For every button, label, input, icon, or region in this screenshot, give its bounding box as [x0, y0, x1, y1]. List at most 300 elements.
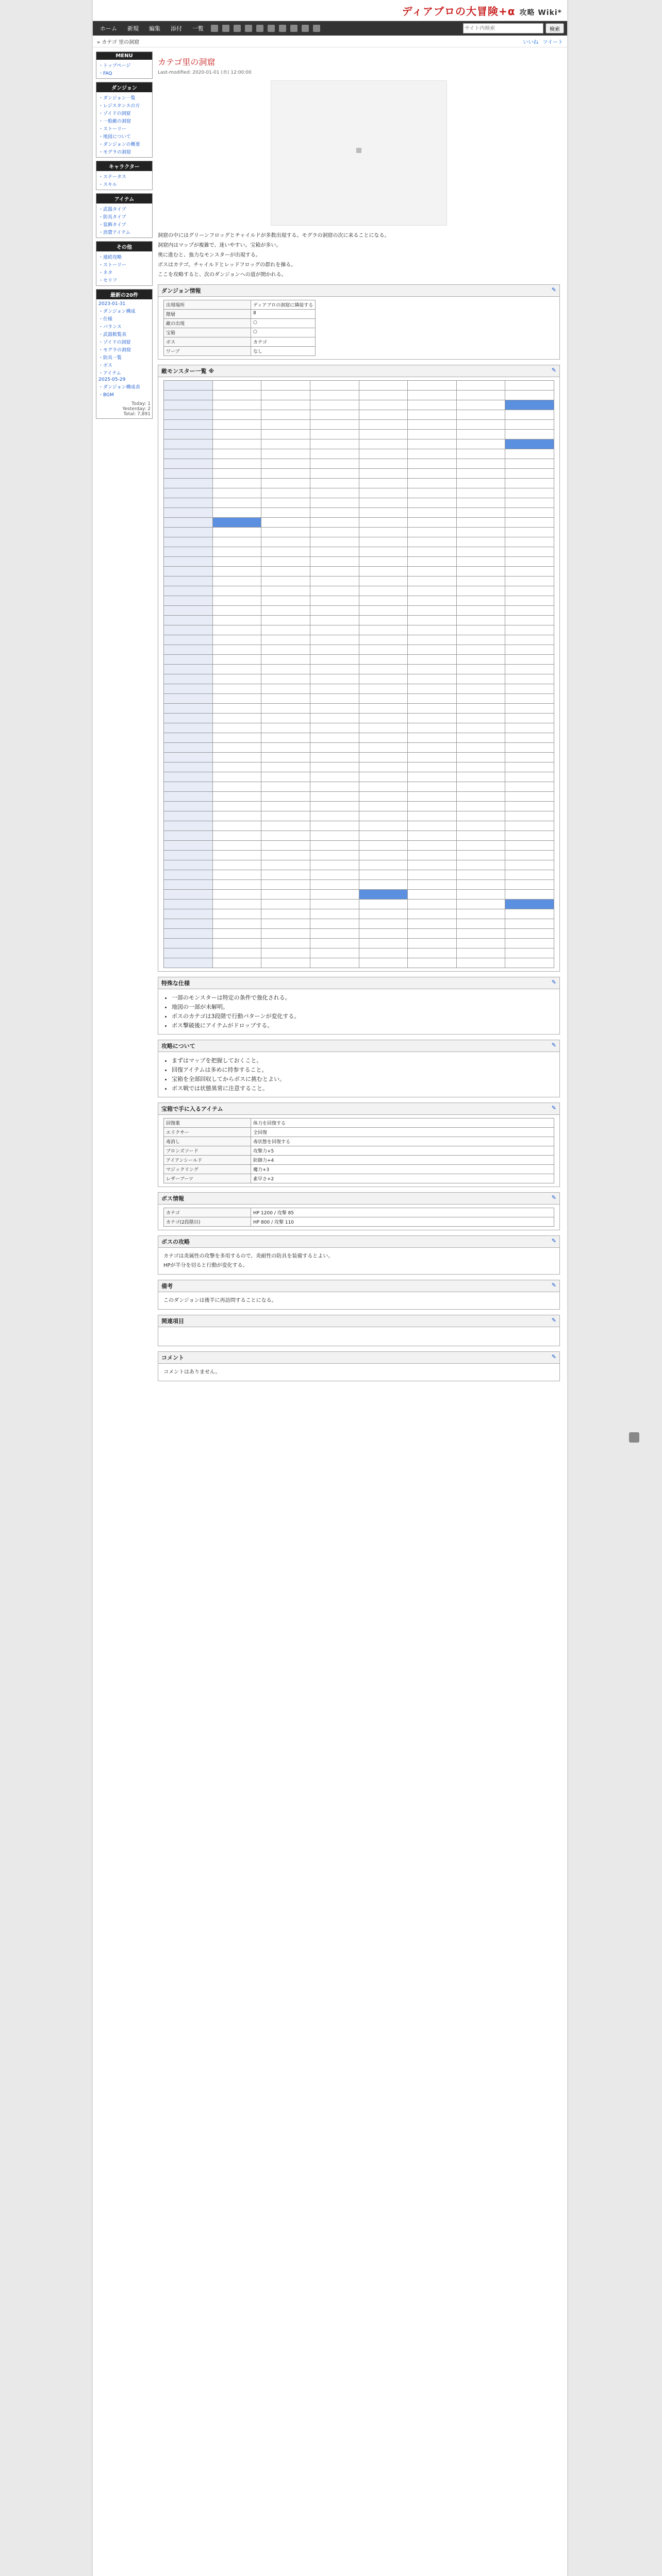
monster-grid-cell [359, 547, 408, 557]
monster-grid-cell [164, 821, 213, 831]
monster-grid-cell [408, 939, 457, 948]
monster-grid-cell [456, 674, 505, 684]
edit-icon[interactable]: ✎ [551, 367, 556, 374]
monster-grid-cell [456, 557, 505, 567]
sidebar-item[interactable]: ・ダンジョンの概要 [98, 142, 140, 147]
monster-grid-cell [408, 616, 457, 625]
monster-grid-cell [212, 714, 261, 723]
monster-grid-cell [359, 723, 408, 733]
monster-grid-cell [261, 831, 310, 841]
sidebar-item[interactable]: ・ゾイドの洞窟 [98, 111, 131, 116]
monster-grid-cell [408, 400, 457, 410]
monster-grid-cell [505, 479, 554, 488]
recent-item[interactable]: ・アイテム [98, 371, 121, 376]
monster-grid-cell [359, 860, 408, 870]
sidebar-item[interactable]: ・連続攻略 [98, 255, 122, 260]
nav-item-edit[interactable]: 編集 [149, 25, 160, 32]
sidebar-item[interactable]: ・防具タイプ [98, 215, 126, 220]
monster-grid-row [164, 753, 554, 762]
recent-item[interactable]: ・仕様 [98, 317, 113, 322]
monster-grid-cell [261, 381, 310, 391]
item-name[interactable]: レザーブーツ [164, 1174, 251, 1183]
tool-icon[interactable] [222, 25, 229, 32]
monster-grid-cell [164, 802, 213, 811]
monster-grid-cell [456, 841, 505, 851]
ad-banner[interactable] [271, 80, 447, 226]
monster-grid-cell [212, 625, 261, 635]
page [93, 0, 567, 2576]
tool-icon[interactable] [245, 25, 252, 32]
monster-grid-cell [261, 958, 310, 968]
breadcrumb[interactable]: » カテゴ 里の洞窟 [97, 39, 140, 45]
recent-item[interactable]: ・BGM [98, 393, 114, 398]
item-name[interactable]: 毒消し [164, 1137, 251, 1146]
monster-grid-row [164, 479, 554, 488]
monster-grid-cell [408, 557, 457, 567]
nav-item-home[interactable]: ホーム [100, 25, 117, 32]
tool-icon[interactable] [302, 25, 309, 32]
monster-grid-cell [408, 900, 457, 909]
sidebar-item[interactable]: ・ステータス [98, 175, 126, 180]
edit-icon[interactable]: ✎ [551, 1042, 556, 1048]
item-name[interactable]: マジックリング [164, 1165, 251, 1174]
scroll-to-top-button[interactable] [629, 1432, 639, 1443]
monster-grid-cell [359, 635, 408, 645]
monster-grid-cell [212, 635, 261, 645]
tool-icon[interactable] [211, 25, 218, 32]
monster-grid-cell [408, 851, 457, 860]
monster-grid-cell [164, 498, 213, 508]
monster-grid-cell [505, 596, 554, 606]
monster-grid-cell [359, 929, 408, 939]
breadcrumb-bar [93, 36, 567, 47]
monster-grid-cell [505, 635, 554, 645]
monster-grid-cell [505, 762, 554, 772]
monster-grid-cell [310, 792, 359, 802]
sidebar-item[interactable]: ・レジスタンスの方 [98, 104, 140, 109]
monster-grid-cell [261, 645, 310, 655]
site-brand[interactable] [402, 3, 562, 18]
recent-item[interactable]: ・ゾイドの洞窟 [98, 340, 131, 345]
edit-icon[interactable]: ✎ [551, 1238, 556, 1244]
item-name[interactable]: アイアンシールド [164, 1156, 251, 1165]
sidebar-menu [96, 52, 153, 79]
sidebar-item[interactable]: ・トップページ [98, 63, 131, 69]
tool-icon[interactable] [268, 25, 275, 32]
recent-item[interactable]: ・モグラの洞窟 [98, 348, 131, 353]
monster-grid-cell [261, 762, 310, 772]
monster-grid-cell [456, 714, 505, 723]
monster-grid-cell [164, 557, 213, 567]
monster-grid-row [164, 645, 554, 655]
edit-icon[interactable]: ✎ [551, 1105, 556, 1111]
monster-grid-cell [212, 958, 261, 968]
monster-grid-cell [164, 449, 213, 459]
monster-grid-cell [505, 811, 554, 821]
monster-grid-cell [408, 958, 457, 968]
monster-grid-cell [310, 596, 359, 606]
monster-grid-cell [164, 488, 213, 498]
monster-grid-row [164, 498, 554, 508]
monster-grid-row [164, 537, 554, 547]
monster-grid-row [164, 410, 554, 420]
monster-grid-cell [212, 723, 261, 733]
monster-grid-cell [505, 929, 554, 939]
monster-grid-cell [456, 655, 505, 665]
strategy-paragraph: HPが半分を切ると行動が変化する。 [163, 1263, 248, 1268]
tool-icon[interactable] [290, 25, 297, 32]
notes-paragraph: このダンジョンは後半に再訪問することになる。 [163, 1298, 277, 1303]
monster-grid-cell [164, 430, 213, 439]
monster-grid-cell [212, 792, 261, 802]
monster-grid-cell [505, 841, 554, 851]
monster-grid-cell [261, 811, 310, 821]
monster-grid-cell [505, 870, 554, 880]
recent-item[interactable]: ・バランス [98, 325, 122, 330]
boss-name: カテゴ(2段階目) [164, 1217, 251, 1227]
monster-grid-cell [505, 909, 554, 919]
monster-grid-cell [408, 635, 457, 645]
edit-icon[interactable]: ✎ [551, 1282, 556, 1289]
monster-grid-cell [359, 753, 408, 762]
monster-grid-cell [261, 400, 310, 410]
monster-grid-cell [164, 655, 213, 665]
monster-grid-cell [310, 488, 359, 498]
monster-grid-cell [408, 743, 457, 753]
monster-grid-cell [261, 567, 310, 577]
monster-grid-cell [408, 919, 457, 929]
monster-grid-cell [456, 821, 505, 831]
monster-grid-cell [359, 518, 408, 528]
item-desc: 魔力+3 [251, 1165, 554, 1174]
item-name[interactable]: エリクサー [164, 1128, 251, 1137]
nav-item-new[interactable]: 新規 [127, 25, 139, 32]
sidebar-item[interactable]: ・スキル [98, 182, 117, 188]
monster-grid-cell [261, 586, 310, 596]
monster-grid-cell [505, 410, 554, 420]
monster-grid-cell [505, 860, 554, 870]
monster-grid-cell [408, 430, 457, 439]
recent-item[interactable]: ・ダンジョン構成 [98, 309, 136, 314]
monster-grid-cell [261, 537, 310, 547]
monster-grid-cell [310, 586, 359, 596]
monster-grid-cell [456, 831, 505, 841]
monster-grid-row [164, 430, 554, 439]
monster-grid-cell [408, 528, 457, 537]
monster-grid-row [164, 782, 554, 792]
monster-grid-cell [310, 851, 359, 860]
sidebar-item[interactable]: ・消費アイテム [98, 230, 130, 235]
monster-grid-row [164, 939, 554, 948]
monster-grid-cell [164, 753, 213, 762]
monster-grid-cell [261, 929, 310, 939]
monster-grid-cell [261, 449, 310, 459]
monster-grid-cell [408, 723, 457, 733]
list-item: • まずはマップを把握しておくこと。 [172, 1057, 554, 1064]
sidebar-item[interactable]: ・ネタ [98, 270, 113, 276]
monster-grid-cell [456, 900, 505, 909]
monster-grid-cell [408, 704, 457, 714]
nav-item-list[interactable]: 一覧 [192, 25, 204, 32]
item-desc: 攻撃力+5 [251, 1146, 554, 1156]
monster-grid-cell [310, 782, 359, 792]
monster-grid-cell [456, 880, 505, 890]
monster-grid-cell [456, 772, 505, 782]
monster-grid-cell [310, 890, 359, 900]
monster-grid-cell [456, 948, 505, 958]
intro-paragraph: 洞窟内はマップが複雑で、迷いやすい。宝箱が多い。 [158, 243, 282, 248]
monster-grid-cell [164, 625, 213, 635]
monster-grid-cell [359, 528, 408, 537]
monster-grid-cell [359, 714, 408, 723]
monster-grid-cell [456, 508, 505, 518]
tool-icon[interactable] [279, 25, 286, 32]
monster-grid-cell [212, 684, 261, 694]
monster-grid-row [164, 909, 554, 919]
monster-grid-cell [359, 948, 408, 958]
monster-grid-cell [310, 674, 359, 684]
monster-grid-cell [505, 958, 554, 968]
monster-grid-row [164, 723, 554, 733]
monster-grid-row [164, 704, 554, 714]
sidebar-item[interactable]: ・一般敵の洞窟 [98, 119, 131, 124]
monster-grid-cell [359, 772, 408, 782]
monster-grid-cell [456, 929, 505, 939]
monster-grid-cell [261, 625, 310, 635]
item-desc: 体力を回復する [251, 1118, 554, 1128]
monster-grid-cell [505, 577, 554, 586]
monster-grid-cell [505, 714, 554, 723]
monster-grid-cell [164, 635, 213, 645]
search-input[interactable] [463, 23, 543, 33]
monster-grid-cell [408, 821, 457, 831]
monster-grid-cell [212, 586, 261, 596]
monster-grid-cell [310, 410, 359, 420]
monster-grid-cell [456, 733, 505, 743]
monster-grid-cell [164, 391, 213, 400]
monster-grid-cell [310, 900, 359, 909]
monster-grid-cell [261, 802, 310, 811]
monster-grid-cell [408, 792, 457, 802]
recent-item[interactable]: ・ダンジョン構成表 [98, 385, 140, 390]
item-desc: 毒状態を回復する [251, 1137, 554, 1146]
monster-grid-cell [359, 381, 408, 391]
monster-grid-cell [408, 381, 457, 391]
section-monster-title: 敵モンスター一覧 ※ [161, 368, 214, 375]
monster-grid-cell [212, 410, 261, 420]
intro-paragraph: 奥に進むと、強力なモンスターが出現する。 [158, 252, 261, 258]
monster-grid-cell [212, 753, 261, 762]
intro-paragraph: ボスはカテゴ。チャイルドとレッドフロッグの群れを操る。 [158, 262, 296, 268]
edit-icon[interactable]: ✎ [551, 979, 556, 986]
monster-grid-cell [310, 841, 359, 851]
recent-item[interactable]: ・防具一覧 [98, 355, 122, 361]
monster-grid-cell [261, 733, 310, 743]
monster-grid-row [164, 714, 554, 723]
monster-grid-cell [456, 498, 505, 508]
monster-grid-row [164, 586, 554, 596]
monster-grid-cell [359, 537, 408, 547]
monster-grid-row [164, 469, 554, 479]
monster-grid-cell [505, 733, 554, 743]
list-item: • ボス撃破後にアイテムがドロップする。 [172, 1022, 554, 1029]
list-item: • ボス戦では状態異常に注意すること。 [172, 1084, 554, 1092]
monster-grid-cell [310, 557, 359, 567]
monster-grid-cell [505, 439, 554, 449]
monster-grid-cell [164, 537, 213, 547]
monster-grid-cell [408, 439, 457, 449]
monster-grid-cell [359, 802, 408, 811]
sidebar [96, 52, 153, 422]
monster-grid-cell [261, 684, 310, 694]
monster-grid-cell [164, 674, 213, 684]
sidebar-item[interactable]: ・地図について [98, 134, 131, 140]
monster-grid-cell [164, 890, 213, 900]
monster-grid-cell [359, 430, 408, 439]
monster-grid-cell [456, 939, 505, 948]
monster-grid-cell [261, 430, 310, 439]
monster-grid-cell [164, 870, 213, 880]
tweet-button[interactable]: ツイート [542, 39, 563, 45]
info-value: 8 [251, 310, 316, 319]
sidebar-recent [96, 289, 153, 419]
monster-grid-row [164, 391, 554, 400]
nav-item-attach[interactable]: 添付 [171, 25, 182, 32]
sidebar-item[interactable]: ・武器タイプ [98, 207, 126, 212]
monster-grid-cell [212, 821, 261, 831]
monster-grid-row [164, 880, 554, 890]
monster-grid-cell [359, 782, 408, 792]
monster-grid-cell [310, 684, 359, 694]
monster-grid-cell [505, 939, 554, 948]
monster-grid-cell [310, 381, 359, 391]
monster-grid-cell [359, 459, 408, 469]
brand-subtitle: 攻略 Wiki* [519, 9, 562, 17]
monster-grid-cell [408, 391, 457, 400]
monster-grid-row [164, 420, 554, 430]
monster-grid-cell [456, 381, 505, 391]
monster-grid-cell [261, 655, 310, 665]
tool-icon[interactable] [313, 25, 320, 32]
monster-grid-cell [456, 723, 505, 733]
monster-grid-cell [359, 420, 408, 430]
monster-grid-cell [261, 488, 310, 498]
counter-yesterday: Yesterday: 2 [122, 406, 151, 412]
section-attack [158, 1040, 560, 1097]
monster-grid-cell [505, 674, 554, 684]
recent-item[interactable]: ・ボス [98, 363, 113, 368]
sidebar-item-title: アイテム [96, 194, 152, 204]
monster-grid-row [164, 792, 554, 802]
monster-grid-cell [212, 391, 261, 400]
sidebar-item[interactable]: ・ストーリー [98, 263, 127, 268]
monster-grid-cell [212, 919, 261, 929]
monster-grid-cell [505, 567, 554, 577]
monster-grid-cell [212, 381, 261, 391]
monster-grid-cell [456, 567, 505, 577]
tool-icon[interactable] [256, 25, 263, 32]
monster-grid-cell [310, 459, 359, 469]
monster-grid-cell [505, 645, 554, 655]
monster-grid-cell [456, 958, 505, 968]
monster-grid-cell [456, 792, 505, 802]
monster-grid-cell [456, 488, 505, 498]
sidebar-item[interactable]: ・モグラの洞窟 [98, 150, 131, 155]
monster-grid-cell [310, 802, 359, 811]
monster-grid-cell [505, 948, 554, 958]
edit-icon[interactable]: ✎ [551, 1317, 556, 1324]
like-button[interactable]: いいね [523, 39, 539, 45]
recent-item[interactable]: ・武器数覧表 [98, 332, 127, 337]
sidebar-item[interactable]: ・セリフ [98, 278, 118, 283]
monster-grid-cell [164, 420, 213, 430]
monster-grid-cell [310, 449, 359, 459]
monster-grid-cell [164, 694, 213, 704]
monster-grid-cell [164, 762, 213, 772]
monster-grid-cell [408, 802, 457, 811]
monster-grid-cell [212, 547, 261, 557]
monster-grid-cell [359, 557, 408, 567]
sidebar-item[interactable]: ・装飾タイプ [98, 223, 126, 228]
monster-grid-cell [261, 674, 310, 684]
monster-grid-row [164, 958, 554, 968]
monster-grid-cell [261, 841, 310, 851]
monster-grid-cell [505, 420, 554, 430]
monster-grid-cell [408, 479, 457, 488]
monster-grid-cell [212, 948, 261, 958]
sidebar-item[interactable]: ・FAQ [98, 71, 112, 76]
monster-grid-row [164, 802, 554, 811]
tool-icon[interactable] [234, 25, 241, 32]
sidebar-item[interactable]: ・ストーリー [98, 127, 127, 132]
monster-grid-cell [164, 743, 213, 753]
sidebar-item[interactable]: ・ダンジョン一覧 [98, 96, 136, 101]
edit-icon[interactable]: ✎ [551, 1194, 556, 1201]
edit-icon[interactable]: ✎ [551, 1353, 556, 1360]
edit-icon[interactable]: ✎ [551, 286, 556, 293]
monster-grid-cell [212, 694, 261, 704]
main-content [158, 52, 560, 1386]
monster-grid-cell [456, 851, 505, 860]
search-button[interactable]: 検索 [545, 23, 564, 33]
info-table [163, 300, 316, 356]
intro-text [158, 232, 560, 279]
monster-grid-cell [456, 616, 505, 625]
monster-grid-cell [164, 772, 213, 782]
monster-grid-cell [261, 880, 310, 890]
info-value: なし [251, 347, 316, 356]
monster-grid-cell [505, 518, 554, 528]
item-name[interactable]: 回復薬 [164, 1118, 251, 1128]
section-info [158, 284, 560, 360]
last-modified: Last-modified: 2020-01-01 (水) 12:00:00 [158, 70, 252, 75]
monster-grid-cell [164, 469, 213, 479]
monster-grid-cell [456, 743, 505, 753]
item-name[interactable]: ブロンズソード [164, 1146, 251, 1156]
monster-grid-cell [505, 625, 554, 635]
monster-grid-cell [212, 596, 261, 606]
monster-grid-cell [310, 479, 359, 488]
monster-grid-row [164, 929, 554, 939]
monster-grid-cell [456, 704, 505, 714]
monster-grid-cell [456, 802, 505, 811]
list-item: • ボスのカテゴは3段階で行動パターンが変化する。 [172, 1012, 554, 1020]
monster-grid-row [164, 381, 554, 391]
monster-grid-cell [261, 596, 310, 606]
monster-grid-cell [359, 400, 408, 410]
monster-grid-cell [212, 479, 261, 488]
monster-grid-cell [359, 567, 408, 577]
